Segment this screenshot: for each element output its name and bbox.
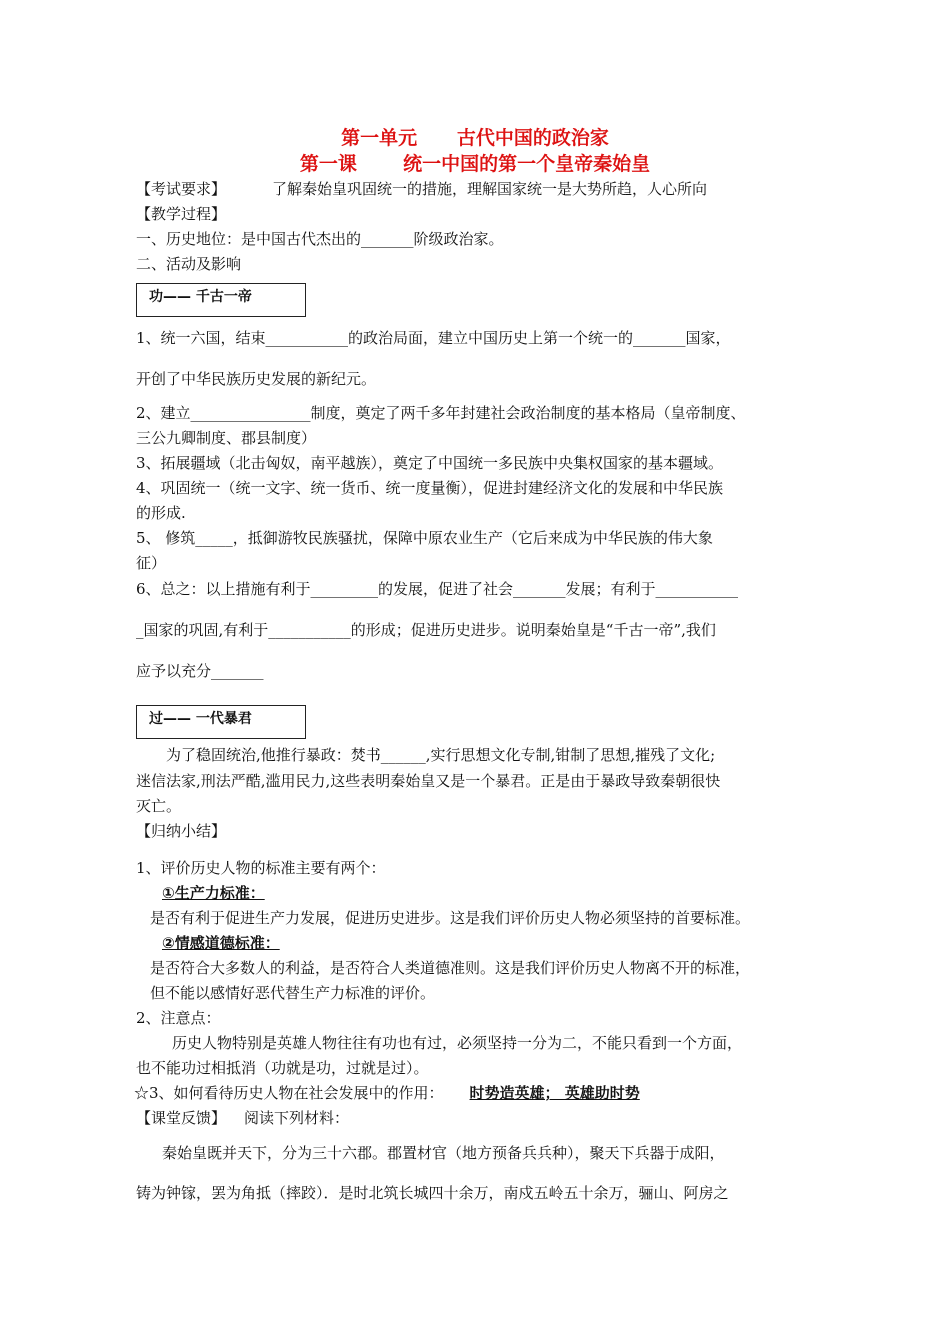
summary-s3 xyxy=(134,1083,640,1103)
summary-s3-question: ☆3、如何看待历史人物在社会发展中的作用： xyxy=(134,1084,444,1102)
standard-2-heading: ②情感道德标准： xyxy=(162,934,280,952)
standard-1-heading: ①生产力标准： xyxy=(162,884,265,902)
merit-p1a: 1、统一六国，结束___________的政治局面，建立中国历史上第一个统一的_______国家， xyxy=(136,329,731,347)
section-2: 二、活动及影响 xyxy=(136,255,242,273)
lesson-title: 第一课 统一中国的第一个皇帝秦始皇 xyxy=(299,153,651,175)
material-line-2: 铸为钟镓，罢为角抵（摔跤）．是时北筑长城四十余万，南戍五岭五十余万，骊山、阿房之 xyxy=(136,1184,729,1202)
summary-label: 【归纳小结】 xyxy=(136,822,227,840)
merit-p2b: 三公九卿制度、郡县制度） xyxy=(136,429,317,447)
standard-2-text-2: 但不能以感情好恶代替生产力标准的评价。 xyxy=(150,984,436,1002)
merit-p6c: 应予以充分_______ xyxy=(136,662,264,680)
feedback xyxy=(136,1108,349,1128)
standard-2-text-1: 是否符合大多数人的利益，是否符合人类道德准则。这是我们评价历史人物离不开的标准， xyxy=(150,959,751,977)
fault-l3: 灭亡。 xyxy=(136,797,182,815)
fault-l1 xyxy=(136,745,715,765)
merit-p3: 3、拓展疆域（北击匈奴，南平越族），奠定了中国统一多民族中央集权国家的基本疆域。 xyxy=(136,454,724,472)
process-label: 【教学过程】 xyxy=(136,205,227,223)
fault-l2: 迷信法家,刑法严酷,滥用民力,这些表明秦始皇又是一个暴君。正是由于暴政导致秦朝很快 xyxy=(136,772,721,790)
standard-1-text: 是否有利于促进生产力发展，促进历史进步。这是我们评价历史人物必须坚持的首要标准。 xyxy=(150,909,751,927)
material-line-1: 秦始皇既并天下，分为三十六郡。郡置材官（地方预备兵兵种），聚天下兵器于成阳， xyxy=(162,1144,725,1162)
unit-title: 第一单元 古代中国的政治家 xyxy=(341,127,609,149)
merit-p4b: 的形成. xyxy=(136,504,186,522)
requirements-label: 【考试要求】 xyxy=(136,180,227,198)
summary-s2-text-2: 也不能功过相抵消（功就是功，过就是过）。 xyxy=(136,1059,429,1077)
merit-p6a: 6、总之：以上措施有利于_________的发展，促进了社会_______发展；有利于___________ xyxy=(136,580,739,598)
merit-p2a: 2、建立________________制度，奠定了两千多年封建社会政治制度的基本格局（皇帝制度、 xyxy=(136,404,746,422)
merit-p6b: _国家的巩固,有利于___________的形成；促进历史进步。说明秦始皇是“千古一帝”,我们 xyxy=(136,621,716,639)
summary-s3-answer: 时势造英雄； 英雄助时势 xyxy=(469,1084,640,1102)
summary-s1: 1、评价历史人物的标准主要有两个： xyxy=(136,859,386,877)
section-1: 一、历史地位：是中国古代杰出的_______阶级政治家。 xyxy=(136,230,504,248)
summary-s2: 2、注意点： xyxy=(136,1009,221,1027)
requirements xyxy=(136,179,707,199)
merit-p5b: 征） xyxy=(136,554,167,572)
merit-p4a: 4、巩固统一（统一文字、统一货币、统一度量衡），促进封建经济文化的发展和中华民族 xyxy=(136,479,724,497)
feedback-label: 【课堂反馈】 xyxy=(136,1109,227,1127)
merit-p5a: 5、 修筑_____，抵御游牧民族骚扰，保障中原农业生产（它后来成为中华民族的伟大象 xyxy=(136,529,713,547)
feedback-text: 阅读下列材料： xyxy=(244,1109,350,1127)
merit-p1b: 开创了中华民族历史发展的新纪元。 xyxy=(136,370,377,388)
fault-box: 过—— 一代暴君 xyxy=(136,705,306,739)
requirements-text: 了解秦始皇巩固统一的措施，理解国家统一是大势所趋，人心所向 xyxy=(272,180,708,198)
fault-l1-text: 为了稳固统治,他推行暴政：焚书______,实行思想文化专制,钳制了思想,摧残了文化; xyxy=(166,746,716,764)
summary-s2-text-1: 历史人物特别是英雄人物往往有功也有过，必须坚持一分为二，不能只看到一个方面， xyxy=(172,1034,743,1052)
merit-box: 功—— 千古一帝 xyxy=(136,283,306,317)
